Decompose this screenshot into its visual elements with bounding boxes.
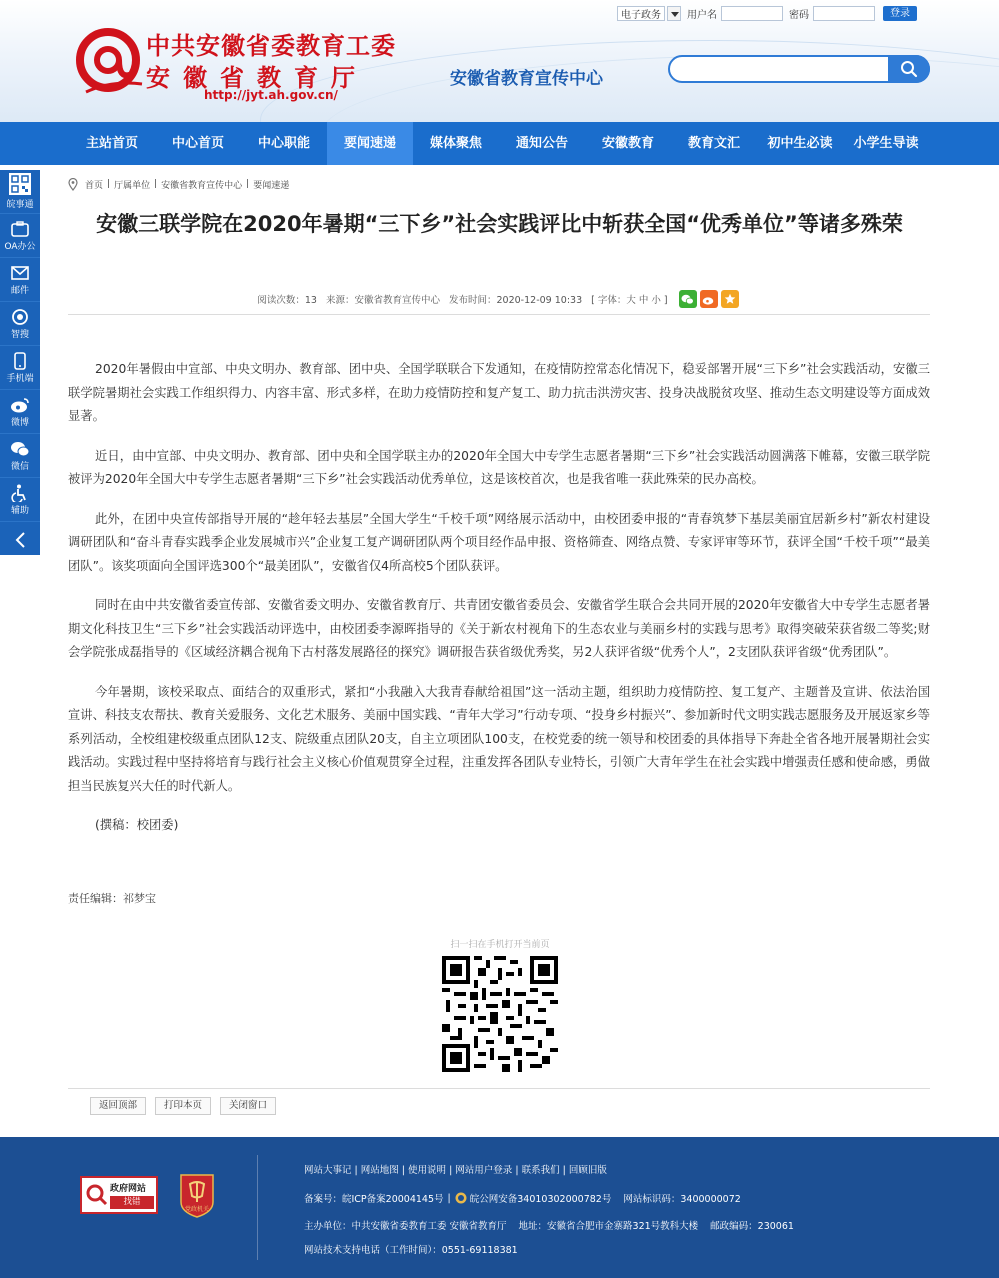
footer-link-old-version[interactable]: 回顾旧版	[568, 1165, 607, 1176]
floating-sidebar	[0, 170, 40, 555]
nav-item-functions[interactable]: 中心职能	[257, 136, 310, 151]
qr-code-icon	[9, 173, 31, 195]
sidebar-item-label: 微信	[10, 462, 29, 472]
org-name-line2: 安徽省教育厅	[146, 63, 368, 92]
search-button[interactable]	[888, 55, 930, 83]
page-qr-block	[440, 937, 560, 1076]
site-logo-icon[interactable]	[72, 22, 144, 94]
breadcrumb-affiliated-units[interactable]: 厅属单位	[114, 180, 151, 191]
sidebar-item-weibo[interactable]	[0, 390, 40, 434]
responsible-editor: 责任编辑：祁梦宝	[68, 892, 156, 905]
footer-link-separator: |	[446, 1165, 456, 1176]
center-name: 安徽省教育宣传中心	[450, 69, 603, 89]
close-window-button[interactable]: 关闭窗口	[220, 1097, 276, 1115]
sidebar-item-label: 手机端	[6, 374, 34, 384]
sidebar-item-mail[interactable]	[0, 258, 40, 302]
nav-item-junior-reading[interactable]: 初中生必读	[767, 136, 833, 151]
wechat-share-icon[interactable]	[679, 290, 697, 308]
article-paragraph: 同时在由中共安徽省委宣传部、安徽省委文明办、安徽省教育厅、共青团安徽省委员会、安徽省学生联合会共同开展的2020年安徽省大中专学生志愿者暑期文化科技卫生“三下乡”社会实践活动评选中，由校团委李源晖指导的《关于新农村视角下的生态农业与美丽乡村的实践与思考》取得突破荣获省级二等奖;财会学院张成磊指导的《区域经济耦合视角下古村落发展路径的探究》调研报告获省级优秀奖，另2人获评省级“优秀个人”，2支团队获评省级“优秀团队”。	[68, 598, 930, 659]
article-paragraph: 近日，由中宣部、中央文明办、教育部、团中央和全国学联主办的2020年全国大中专学生志愿者暑期“三下乡”社会实践活动圆满落下帷幕，安徽三联学院被评为2020年全国大中专学生志愿者暑期“三下乡”社会实践活动优秀单位，这是该校首次，也是我省唯一获此殊荣的民办高校。	[68, 448, 930, 486]
footer-link-separator: |	[512, 1165, 522, 1176]
sidebar-item-label: 微博	[10, 418, 29, 428]
sidebar-item-label: 皖事通	[6, 200, 34, 210]
qr-caption: 扫一扫在手机打开当前页	[450, 940, 550, 950]
footer-registration-row	[304, 1191, 741, 1205]
site-code: 网站标识码：3400000072	[623, 1194, 741, 1205]
badge-text-gov-site: 政府网站	[110, 1184, 147, 1194]
icp-record[interactable]: 备案号：皖ICP备案20004145号	[304, 1194, 444, 1205]
nav-item-primary-reading[interactable]: 小学生导读	[853, 136, 919, 151]
sidebar-item-wechat[interactable]	[0, 434, 40, 478]
chevron-down-icon[interactable]	[667, 6, 681, 21]
search-icon	[900, 60, 918, 78]
login-bar	[617, 5, 917, 21]
weibo-icon	[10, 395, 30, 415]
footer-link-user-login[interactable]: 网站用户登录	[455, 1165, 513, 1176]
main-nav	[0, 122, 999, 165]
wechat-icon	[10, 439, 30, 459]
sidebar-item-label: 辅助	[10, 506, 29, 516]
sidebar-item-accessibility[interactable]	[0, 478, 40, 522]
sidebar-item-mobile[interactable]	[0, 346, 40, 390]
publish-time: 发布时间：2020-12-09 10:33	[449, 295, 583, 306]
sidebar-collapse-button[interactable]	[0, 522, 40, 558]
favorite-star-icon[interactable]	[721, 290, 739, 308]
org-name-line1: 中共安徽省委教育工委	[146, 31, 396, 60]
weibo-share-icon[interactable]	[700, 290, 718, 308]
page-actions	[90, 1097, 285, 1115]
tech-support: 网站技术支持电话（工作时间）：0551-69118381	[304, 1245, 518, 1256]
magnifier-logo-icon	[86, 1184, 108, 1206]
footer-sponsor-row	[304, 1218, 794, 1232]
views-label: 阅读次数：	[257, 295, 305, 306]
footer-link-separator: |	[559, 1165, 569, 1176]
username-label: 用户名	[687, 9, 717, 21]
breadcrumb-news[interactable]: 要闻速递	[253, 180, 290, 191]
nav-item-news[interactable]: 要闻速递	[327, 122, 413, 165]
nav-item-media[interactable]: 媒体聚焦	[429, 136, 482, 151]
footer-link-separator: |	[398, 1165, 409, 1176]
police-record[interactable]: 皖公网安备34010302000782号	[469, 1194, 612, 1205]
mail-icon	[11, 263, 29, 283]
party-government-badge[interactable]	[178, 1172, 216, 1218]
smart-search-icon	[11, 307, 29, 327]
search-input[interactable]	[682, 61, 882, 77]
breadcrumb	[68, 177, 289, 191]
title-divider	[68, 314, 930, 315]
breadcrumb-separator: |	[246, 179, 250, 189]
sidebar-item-label: 智搜	[10, 330, 29, 340]
article-title: 安徽三联学院在2020年暑期“三下乡”社会实践评比中斩获全国“优秀单位”等诸多殊荣	[96, 212, 903, 236]
font-size-control[interactable]: [ 字体：大 中 小 ]	[591, 295, 668, 306]
location-pin-icon	[68, 178, 78, 191]
breadcrumb-home[interactable]: 首页	[85, 180, 104, 191]
system-select[interactable]	[617, 6, 665, 21]
article-paragraph: 2020年暑假由中宣部、中央文明办、教育部、团中央、全国学联联合下发通知，在疫情防控常态化情况下，稳妥部署开展“三下乡”社会实践活动，安徽三联学院暑期社会实践工作组织得力、内容丰富、形式多样，在助力疫情防控和复产复工、助力抗击洪涝灾害、投身决战脱贫攻坚、推动生态文明建设等方面成效显著。	[68, 362, 930, 423]
back-to-top-button[interactable]: 返回顶部	[90, 1097, 146, 1115]
postcode: 邮政编码：230061	[710, 1221, 794, 1232]
print-page-button[interactable]: 打印本页	[155, 1097, 211, 1115]
article-paragraph: 今年暑期，该校采取点、面结合的双重形式，紧扣“小我融入大我青春献给祖国”这一活动主题，组织助力疫情防控、复工复产、主题普及宣讲、依法治国宣讲、科技支农帮扶、教育关爱服务、文化艺术服务、美丽中国实践、“青年大学习”行动专项、“投身乡村振兴”、参加新时代文明实践志愿服务及开展返家乡等系列活动，全校组建校级重点团队12支、院级重点团队20支，自主立项团队100支，在校党委的统一领导和校团委的具体指导下奔赴全省各地开展暑期社会实践活动。实践过程中坚持将培育与践行社会主义核心价值观贯穿全过程，注重发挥各团队专业特长，引领广大青年学生在社会实践中增强责任感和使命感，勇做担当民族复兴大任的时代新人。	[68, 684, 930, 793]
bottom-divider	[68, 1088, 930, 1089]
mobile-icon	[14, 351, 26, 371]
breadcrumb-center[interactable]: 安徽省教育宣传中心	[161, 180, 243, 191]
nav-item-anhui-education[interactable]: 安徽教育	[601, 136, 654, 151]
nav-item-notices[interactable]: 通知公告	[515, 136, 568, 151]
gov-site-error-report-badge[interactable]	[80, 1176, 158, 1214]
breadcrumb-separator: |	[154, 179, 158, 189]
chevron-left-icon	[14, 531, 26, 549]
footer-link-sitemap[interactable]: 网站地图	[360, 1165, 399, 1176]
nav-item-education-articles[interactable]: 教育文汇	[687, 136, 740, 151]
site-search	[668, 55, 930, 83]
share-buttons	[679, 290, 742, 308]
article-body	[68, 358, 930, 854]
footer-link-contact[interactable]: 联系我们	[521, 1165, 560, 1176]
footer-link-instructions[interactable]: 使用说明	[408, 1165, 447, 1176]
system-select-value: 电子政务	[621, 9, 661, 21]
breadcrumb-separator: |	[107, 179, 111, 189]
views-value: 13	[304, 295, 317, 306]
badge-text-report: 找错	[110, 1196, 154, 1209]
party-badge-label: 党政机关	[184, 1206, 209, 1213]
sidebar-item-smart-search[interactable]	[0, 302, 40, 346]
sidebar-item-label: 邮件	[10, 286, 29, 296]
article-meta	[68, 290, 931, 308]
sidebar-item-oa[interactable]	[0, 214, 40, 258]
page-qr-code-icon	[442, 956, 558, 1072]
nav-item-main-home[interactable]: 主站首页	[85, 136, 138, 151]
article-paragraph: 此外，在团中央宣传部指导开展的“趁年轻去基层”全国大学生“千校千项”网络展示活动中，由校团委申报的“青春筑梦下基层美丽宜居新乡村”新农村建设调研团队和“奋斗青春实践季企业发展城市兴”企业复工复产调研团队两个项目经作品申报、资格筛查、网络点赞、专家评审等环节，获评全国“千校千项”“最美团队”。该奖项面向全国评选300个“最美团队”，安徽省仅4所高校5个团队获评。	[68, 511, 930, 573]
footer-divider	[257, 1155, 258, 1260]
address: 地址：安徽省合肥市金寨路321号教科大楼	[518, 1221, 699, 1232]
nav-item-center-home[interactable]: 中心首页	[171, 136, 224, 151]
footer-support-row	[304, 1242, 518, 1256]
footer-link-milestones[interactable]: 网站大事记	[304, 1165, 352, 1176]
login-button[interactable]: 登录	[883, 6, 917, 21]
police-badge-icon	[455, 1192, 467, 1204]
username-input[interactable]	[721, 6, 783, 21]
password-label: 密码	[789, 9, 809, 21]
site-url[interactable]: http://jyt.ah.gov.cn/	[204, 88, 338, 102]
sidebar-item-wanshitong[interactable]	[0, 170, 40, 214]
footer-separator: |	[447, 1192, 451, 1204]
accessibility-icon	[11, 483, 29, 503]
article-source: 来源：安徽省教育宣传中心	[325, 295, 440, 306]
article-author-note: (撰稿：校团委)	[95, 818, 179, 832]
site-footer	[0, 1137, 999, 1278]
sidebar-item-label: OA办公	[4, 242, 36, 252]
views-count	[257, 292, 317, 306]
sponsor: 主办单位：中共安徽省委教育工委 安徽省教育厅	[304, 1221, 507, 1232]
oa-icon	[11, 219, 29, 239]
footer-link-separator: |	[351, 1165, 361, 1176]
footer-links	[304, 1165, 607, 1177]
password-input[interactable]	[813, 6, 875, 21]
site-header	[0, 0, 999, 122]
